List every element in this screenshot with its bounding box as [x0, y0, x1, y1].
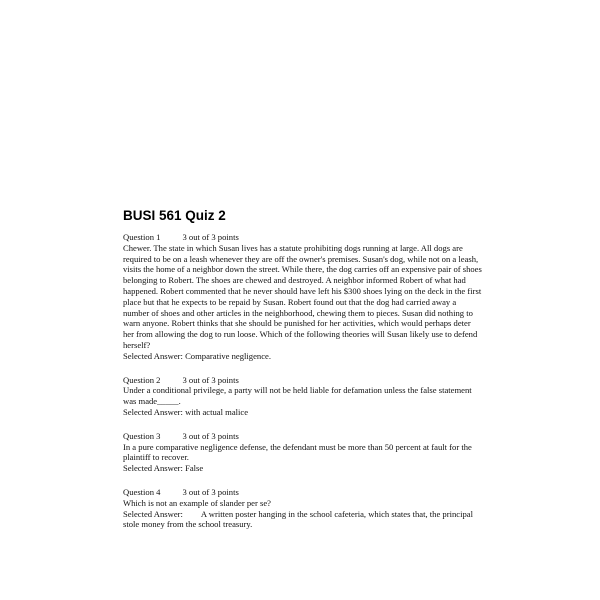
question-text: Under a conditional privilege, a party will not be held liable for defamation unless the false statement was made_____. — [123, 385, 472, 407]
selected-answer-label: Selected Answer: — [123, 463, 183, 474]
question-header — [123, 375, 483, 386]
question-number: Question 4 — [123, 486, 161, 497]
document-content — [123, 208, 483, 543]
question-block-2 — [123, 375, 483, 418]
document-title: BUSI 561 Quiz 2 — [123, 208, 226, 223]
question-text: Which is not an example of slander per se? — [123, 497, 271, 508]
selected-answer — [123, 351, 483, 362]
selected-answer — [123, 463, 483, 474]
question-block-3 — [123, 431, 483, 474]
selected-answer-value: with actual malice — [185, 406, 249, 417]
question-header — [123, 431, 483, 442]
question-text: Chewer. The state in which Susan lives has a statute prohibiting dogs running at large. All dogs are required to be on a leash whenever they are off the owner's premises. Susan's dog, while not on a leash, visits the home of a neighbor down the street. While there, the dog carries off an expensive pair of shoes belonging to Robert. The shoes are chewed and destroyed. A neighbor informed Robert of what had happened. Robert commented that he never should have left his $300 shoes lying on the deck in the first place but that he expects to be repaid by Susan. Robert found out that the dog had carried away a number of shoes and other articles in the neighborhood, chewing them to pieces. Susan did nothing to warn anyone. Robert thinks that she should be punished for her activities, which would perhaps deter her from allowing the dog to run loose. Which of the following theories will Susan likely use to defend herself? — [123, 242, 482, 350]
question-block-1 — [123, 232, 483, 362]
question-text: In a pure comparative negligence defense, the defendant must be more than 50 percent at fault for the plaintiff to recover. — [123, 441, 472, 463]
question-block-4 — [123, 487, 483, 530]
question-points: 3 out of 3 points — [182, 374, 239, 385]
selected-answer — [123, 407, 483, 418]
selected-answer-value: False — [185, 463, 204, 474]
question-number: Question 3 — [123, 430, 161, 441]
question-header — [123, 232, 483, 243]
question-points: 3 out of 3 points — [182, 486, 239, 497]
selected-answer-label: Selected Answer: — [123, 406, 183, 417]
selected-answer — [123, 509, 483, 531]
question-points: 3 out of 3 points — [182, 430, 239, 441]
question-number: Question 1 — [123, 232, 161, 242]
question-number: Question 2 — [123, 374, 161, 385]
selected-answer-value: A written poster hanging in the school cafeteria, which states that, the principal stole money from the school treasury. — [123, 508, 473, 530]
selected-answer-value: Comparative negligence. — [185, 350, 271, 361]
question-header — [123, 487, 483, 498]
question-points: 3 out of 3 points — [182, 232, 239, 242]
selected-answer-label: Selected Answer: — [123, 508, 183, 519]
selected-answer-label: Selected Answer: — [123, 350, 183, 361]
